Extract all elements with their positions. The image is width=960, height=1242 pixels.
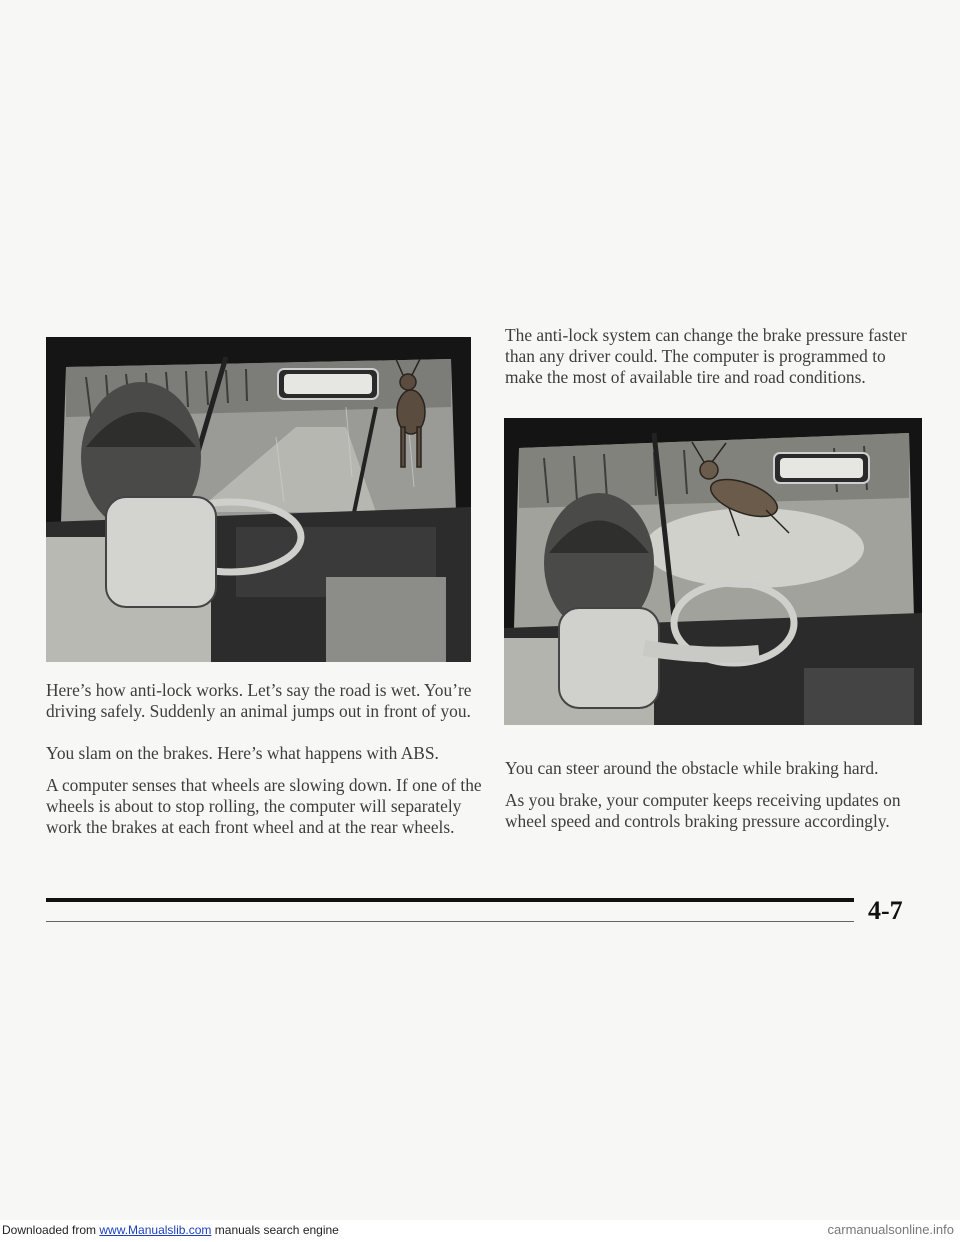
- paragraph-slam-brakes: You slam on the brakes. Here’s what happens with ABS.: [46, 743, 439, 763]
- paragraph-computer-senses: A computer senses that wheels are slowing down. If one of the wheels is about to stop rolling, the computer will separately work the brakes at each front wheel and at the rear wheels.: [46, 775, 482, 837]
- paragraph-steer-around: You can steer around the obstacle while braking hard.: [505, 758, 879, 778]
- footer-suffix: manuals search engine: [211, 1223, 339, 1237]
- footer-prefix: Downloaded from: [2, 1223, 100, 1237]
- manualslib-link[interactable]: www.Manualslib.com: [99, 1223, 212, 1237]
- download-footer-text: [2, 1223, 339, 1237]
- illustration-deer-standing: [46, 337, 471, 662]
- footer-rule-thin: [46, 921, 854, 922]
- paragraph-receiving-updates: As you brake, your computer keeps receiving updates on wheel speed and controls braking pressure accordingly.: [505, 790, 901, 831]
- paragraph-brake-pressure-faster: The anti-lock system can change the brake pressure faster than any driver could. The computer is programmed to make the most of available tire and road conditions.: [505, 325, 907, 387]
- paragraph-how-antilock-works: Here’s how anti-lock works. Let’s say the road is wet. You’re driving safely. Suddenly an animal jumps out in front of you.: [46, 680, 472, 721]
- footer-rule-thick: [46, 898, 854, 902]
- watermark-text: carmanualsonline.info: [827, 1222, 954, 1237]
- page-number: 4-7: [868, 896, 903, 925]
- illustration-deer-jumping: [504, 418, 922, 725]
